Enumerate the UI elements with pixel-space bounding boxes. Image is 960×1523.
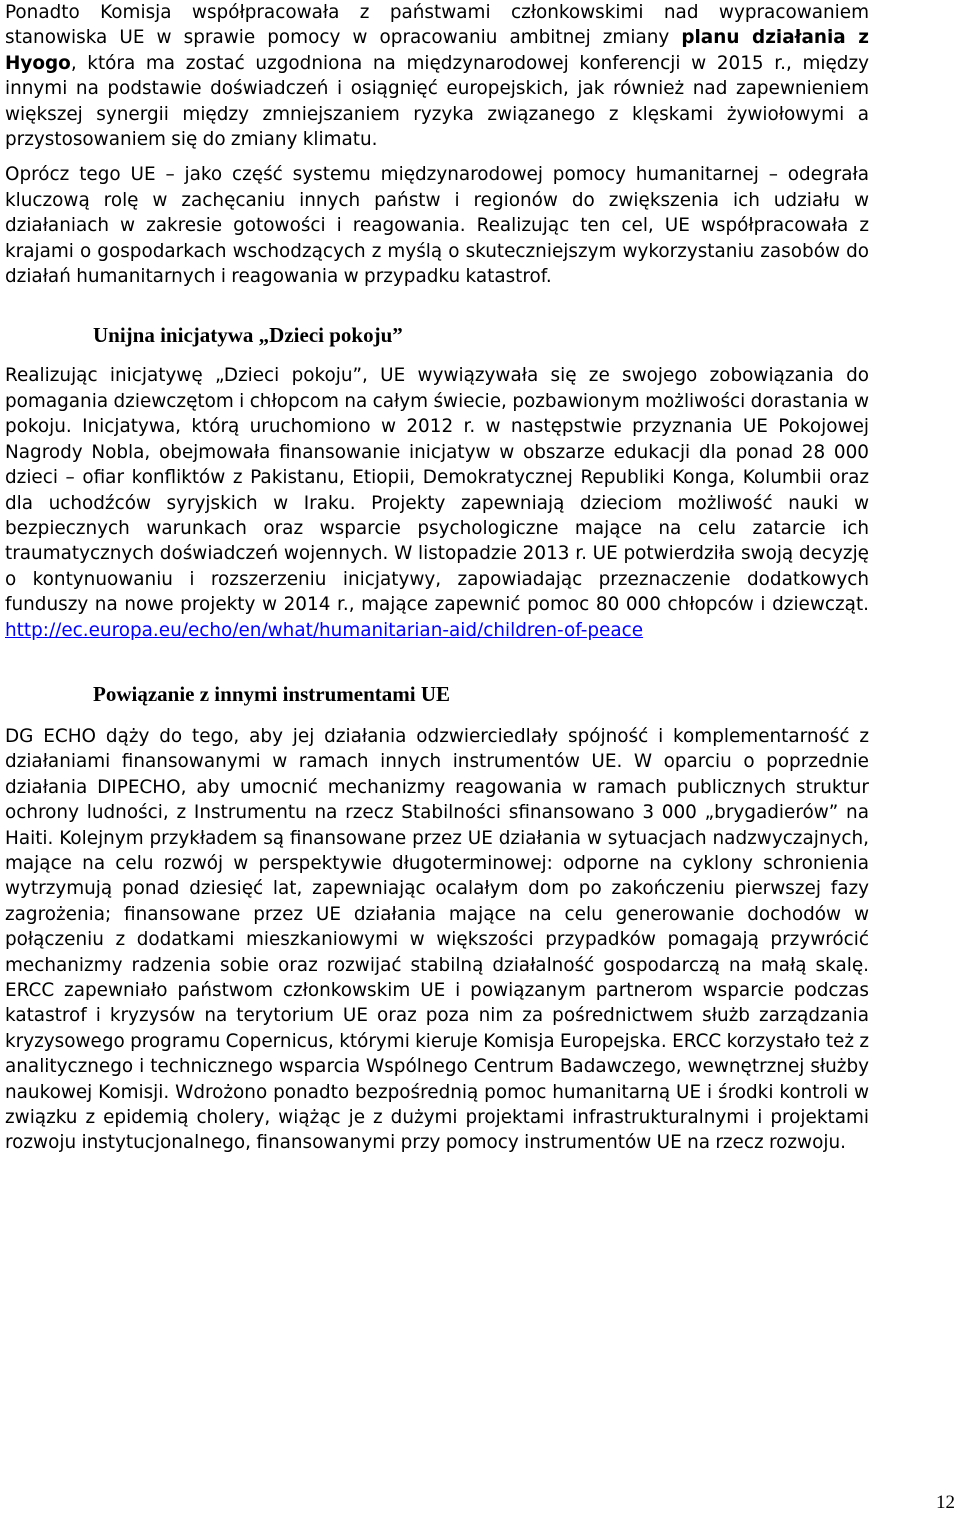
- children-of-peace-link[interactable]: http://ec.europa.eu/echo/en/what/humanitarian-aid/children-of-peace: [5, 619, 644, 641]
- hyogo-action-plan-bold: planu działania z Hyogo: [5, 27, 869, 74]
- document-page: [5, 0, 869, 1156]
- paragraph-children-of-peace: [5, 363, 869, 642]
- paragraph-humanitarian-system: Oprócz tego UE – jako część systemu międzynarodowej pomocy humanitarnej – odegrała kluczową rolę w zachęcaniu innych państw i regionów do zwiększenia ich udziału w działaniach w zakresie gotowości i reagowania. Realizując ten cel, UE współpracowała z krajami o gospodarkach wschodzących z myślą o skuteczniejszym wykorzystaniu zasobów do działań humanitarnych i reagowania w przypadku katastrof.: [5, 164, 869, 288]
- paragraph-hyogo-end: , która ma zostać uzgodniona na międzynarodowej konferencji w 2015 r., między innymi na podstawie doświadczeń i osiągnięć europejskich, jak również nad zapewnieniem większej synergii między zmniejszaniem ryzyka związanego z klęskami żywiołowymi a przystosowaniem się do zmiany klimatu.: [5, 52, 869, 151]
- heading-children-of-peace: Unijna inicjatywa „Dzieci pokoju”: [93, 323, 403, 348]
- heading-other-instruments: Powiązanie z innymi instrumentami UE: [93, 681, 450, 706]
- paragraph-other-instruments: DG ECHO dąży do tego, aby jej działania odzwierciedlały spójność i komplementarność z działaniami finansowanymi w ramach innych instrumentów UE. W oparciu o poprzednie działania DIPECHO, aby umocnić mechanizmy reagowania w ramach publicznych struktur ochrony ludności, z Instrumentu na rzecz Stabilności sfinansowano 3 000 „brygadierów” na Haiti. Kolejnym przykładem są finansowane przez UE działania w sytuacjach nadzwyczajnych, mające na celu rozwój w perspektywie długoterminowej: odporne na cyklony schronienia wytrzymują ponad dziesięć lat, zapewniając ocalałym dom po zakończeniu pierwszej fazy zagrożenia; finansowane przez UE działania mające na celu generowanie dochodów w połączeniu z dodatkami mieszkaniowymi w większości przypadków pomagają przywrócić mechanizmy radzenia sobie oraz rozwijać stabilną działalność gospodarczą na małą skalę. ERCC zapewniało państwom członkowskim UE i powiązanym partnerom wsparcie podczas katastrof i kryzysów na terytorium UE oraz poza nim za pośrednictwem służb zarządzania kryzysowego programu Copernicus, którymi kieruje Komisja Europejska. ERCC korzystało też z analitycznego i technicznego wsparcia Wspólnego Centrum Badawczego, wewnętrznej służby naukowej Komisji. Wdrożono ponadto bezpośrednią pomoc humanitarną UE i środki kontroli w związku z epidemią cholery, wiążąc je z dużymi projektami infrastrukturalnymi i projektami rozwoju instytucjonalnego, finansowanymi przy pomocy instrumentów UE na rzecz rozwoju.: [5, 725, 870, 1154]
- paragraph-hyogo-start: Ponadto Komisja współpracowała z państwami członkowskimi nad wypracowaniem stanowiska UE w sprawie pomocy w opracowaniu ambitnej zmiany: [5, 2, 869, 49]
- page-number: 12: [936, 1492, 955, 1513]
- paragraph-children-of-peace-text: Realizując inicjatywę „Dzieci pokoju”, UE wywiązywała się ze swojego zobowiązania do pomagania dziewczętom i chłopcom na całym świecie, pozbawionym możliwości dorastania w pokoju. Inicjatywa, którą uruchomiono w 2012 r. w następstwie przyznania UE Pokojowej Nagrody Nobla, obejmowała finansowanie inicjatyw w obszarze edukacji dla ponad 28 000 dzieci – ofiar konfliktów z Pakistanu, Etiopii, Demokratycznej Republiki Konga, Kolumbii oraz dla uchodźców syryjskich w Iraku. Projekty zapewniają dzieciom możliwość nauki w bezpiecznych warunkach oraz wsparcie psychologiczne mające na celu zatarcie ich traumatycznych doświadczeń wojennych. W listopadzie 2013 r. UE potwierdziła swoją decyzję o kontynuowaniu i rozszerzeniu inicjatywy, zapowiadając przeznaczenie dodatkowych funduszy na nowe projekty w 2014 r., mające zapewnić pomoc 80 000 chłopców i dziewcząt.: [5, 365, 869, 616]
- paragraph-hyogo: [5, 0, 869, 152]
